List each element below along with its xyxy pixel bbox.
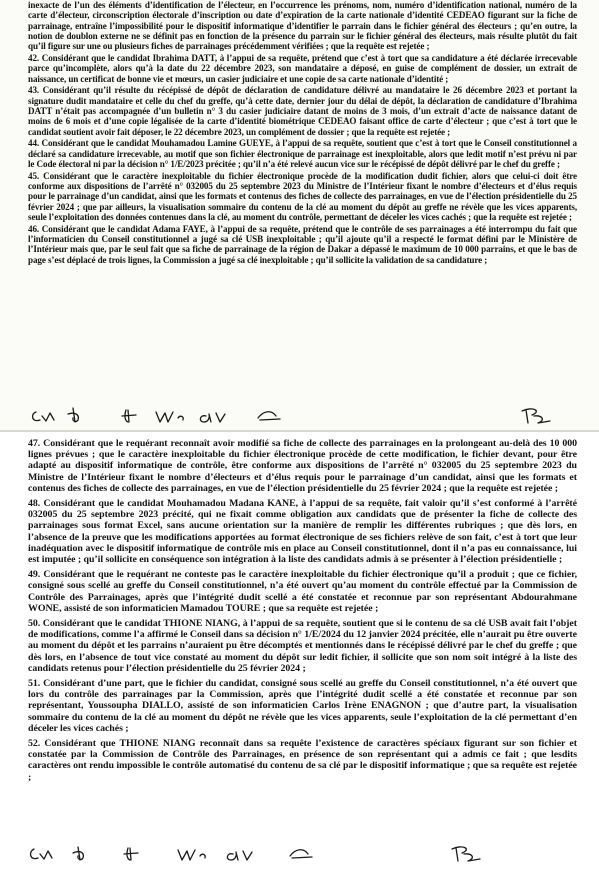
initial-7 [522,409,550,423]
handwritten-initials-top [28,404,573,426]
initial-6 [290,850,312,858]
initial-4 [178,850,205,860]
initials-row-top [28,404,573,426]
paragraph-49: 49. Considérant que le requérant ne conteste pas le caractère inexploitable du fichier électronique qu’il a produit ; que ce fichier, consigné sous scellé au greffe du Conseil constitutionnel, n’a été ouvert qu’au moment du contrôle effectué par la Commission de Contrôle des Parrainages, après que l’intégrité dudit scellé a été constatée et reconnue par son représentant Abdourahmane WONE, assisté de son informaticien Mamadou TOURE ; que sa requête est rejetée ; [28,569,577,614]
initial-7 [452,847,480,861]
paragraph-45: 45. Considérant que le caractère inexploitable du fichier électronique procède de la modification dudit fichier, alors que celui-ci doit être conforme aux dispositions de l’arrêté n° 032005 du 25 septembre 2023 du Ministre de l’Intérieur fixant le nombre d’électeurs et d’élus requis pour le parrainage d’un candidat, ainsi que les formats et contenus des fiches de collecte des parrainages, en vue de l’élection présidentielle du 25 février 2024 ; que par ailleurs, la visualisation sommaire du contenu de la clé au moment du dépôt au greffe ne révèle que les vices apparents, seule l’exploitation des données contenues dans la clé, au moment du contrôle, permettant de déceler les vices cachés ; que la requête est rejetée ; [28,170,577,222]
paragraph-41-end: inexacte de l’un des éléments d’identification de l’électeur, en l’occurrence les prénoms, nom, numéro d’identification national, numéro de la carte d’électeur, circonscription électorale d’inscription ou date d’expiration de la carte nationale d’identité CEDEAO figurant sur la fiche de parrainage, entraîne l’impossibilité pour le dispositif informatique d’identifier le parrain dans le fichier général des électeurs ; qu’en outre, la notion de doublon externe ne se définit pas en fonction de la présence du parrain sur le fichier général des électeurs, mais résulte plutôt du fait qu’il figure sur une ou plusieurs fiches de parrainages précédemment vérifiées ; que la requête est rejetée ; [28,0,577,52]
paragraph-44: 44. Considérant que le candidat Mouhamadou Lamine GUEYE, à l’appui de sa requête, soutient que c’est à tort que le Conseil constitutionnel a déclaré sa candidature irrecevable, au motif que son fichier électronique de parrainage est inexploitable, alors que ledit motif n’est prévu ni par le Code électoral ni par la décision n° 1/E/2023 précitée ; qu’il n’a été relevé aucun vice sur le récépissé de dépôt délivré par le chef du greffe ; [28,138,577,169]
paragraph-50: 50. Considérant que le candidat THIONE NIANG, à l’appui de sa requête, soutient que si le contenu de sa clé USB avait fait l’objet de modifications, comme l’a affirmé le Conseil dans sa décision n° 1/E/2024 du 12 janvier 2024 précitée, elle n’aurait pu être ouverte au moment du dépôt et les parrains n’auraient pu être décomptés et mentionnés dans le récépissé délivré par le chef du greffe ; que dès lors, en l’absence de tout vice constaté au moment du dépôt sur ledit fichier, il sollicite que son nom soit intégré à la liste des candidats retenus pour l’élection présidentielle du 25 février 2024 ; [28,618,577,674]
paragraph-46: 46. Considérant que le candidat Adama FAYE, à l’appui de sa requête, prétend que le contrôle de ses parrainages a été interrompu du fait que l’informaticien du Conseil constitutionnel a jugé sa clé USB inexploitable ; qu’il ajoute qu’il a respecté le format défini par le Ministère de l’Intérieur mais que, par le seul fait que sa fiche de parrainage de la région de Dakar a dépassé le maximum de 10 000 parrains, et que le bas de page s’est déplacé de trois lignes, la Commission a jugé sa clé inexploitable ; qu’il sollicite la validation de sa candidature ; [28,223,577,265]
paragraph-51: 51. Considérant d’une part, que le fichier du candidat, consigné sous scellé au greffe du Conseil constitutionnel, n’a été ouvert que lors du contrôle des parrainages par la Commission, après que l’intégrité dudit scellé a été constatée et reconnue par son représentant, Youssoupha DIALLO, assisté de son informaticien Carlos Irène ENAGNON ; que d’autre part, la visualisation sommaire du contenu de la clé au moment du dépôt ne révèle que les vices apparents, seule l’exploitation de la clé permettant d’en déceler les vices cachés ; [28,678,577,734]
paragraph-43: 43. Considérant qu’il résulte du récépissé de dépôt de déclaration de candidature délivré au mandataire le 26 décembre 2023 et portant la signature dudit mandataire et celle du chef du greffe, qu’à cette date, dernier jour du délai de dépôt, la déclaration de candidature d’Ibrahima DATT n’était pas accompagnée d’un bulletin n° 3 du casier judiciaire datant de moins de 3 mois, d’un extrait d’acte de naissance datant de moins de 6 mois et d’une copie légalisée de la carte d’identité biométrique CEDEAO faisant office de carte d’électeur ; que c’est à tort que le candidat soutient avoir fait déposer, le 22 décembre 2023, un complément de dossier ; que la requête est rejetée ; [28,85,577,137]
paragraph-42: 42. Considérant que le candidat Ibrahima DATT, à l’appui de sa requête, prétend que c’est à tort que sa candidature a été déclarée irrecevable parce qu’incomplète, alors qu’à la date du 22 décembre 2023, son mandataire a déposé, en guise de complément de dossier, un extrait de naissance, un certificat de bonne vie et mœurs, un casier judiciaire et une copie de sa carte nationale d’identité ; [28,52,577,84]
initial-5 [200,413,225,422]
decision-page-bottom [0,432,599,867]
initial-2 [73,847,83,860]
initial-2 [68,408,78,422]
initials-row-bottom [28,842,573,864]
initial-3 [124,848,138,860]
initial-1 [31,849,52,859]
paragraph-52: 52. Considérant que THIONE NIANG reconnaît dans sa requête l’existence de caractères spéciaux figurant sur son fichier et constatée par la Commission de Contrôle des Parrainages, en présence de son représentant qui a admis ce fait ; que lesdits caractères ont rendu impossible le contrôle automatisé du contenu de sa clé par le dispositif informatique ; que sa requête est rejetée ; [28,738,577,783]
initial-5 [227,851,252,860]
decision-page-top [0,0,599,430]
paragraph-48: 48. Considérant que le candidat Mouhamadou Madana KANE, à l’appui de sa requête, fait valoir qu’il s’est conformé à l’arrêté 032005 du 25 septembre 2023 précité, qui ne fixait comme obligation aux candidats que de présenter la fiche de collecte des parrainages sous format Excel, sans aucune orientation sur la manière de remplir les différentes rubriques ; que dès lors, en l’absence de la preuve que les modifications apportées au format électronique de ses fichiers relève de son fait, c’est à tort que leur inadéquation avec le dispositif informatique de contrôle mis en place au Conseil constitutionnel, dont il n’a pas eu connaissance, lui est imputée ; qu’il sollicite en conséquence son intégration à la liste des candidats admis à se présenter à l’élection présidentielle ; [28,498,577,566]
initial-1 [33,412,54,421]
initial-6 [258,412,280,420]
initial-3 [122,410,136,422]
handwritten-initials-bottom [28,842,573,864]
page-text-bottom [28,438,577,783]
page-text-top [28,0,577,265]
initial-4 [156,412,183,422]
paragraph-47: 47. Considérant que le requérant reconnaît avoir modifié sa fiche de collecte des parrainages en la prolongeant au-delà des 10 000 lignes prévues ; que le caractère inexploitable du fichier électronique procède de cette modification, le fichier devant, pour être adapté au dispositif informatique de contrôle, être conforme aux dispositions de l’arrêté n° 032005 du 25 septembre 2023 du Ministre de l’Intérieur fixant le nombre d’électeurs et d’élus requis pour le parrainage d’un candidat, ainsi que les formats et contenus des fiches de collecte des parrainages, en vue de l’élection présidentielle du 25 février 2024 ; que la requête est rejetée ; [28,438,577,494]
